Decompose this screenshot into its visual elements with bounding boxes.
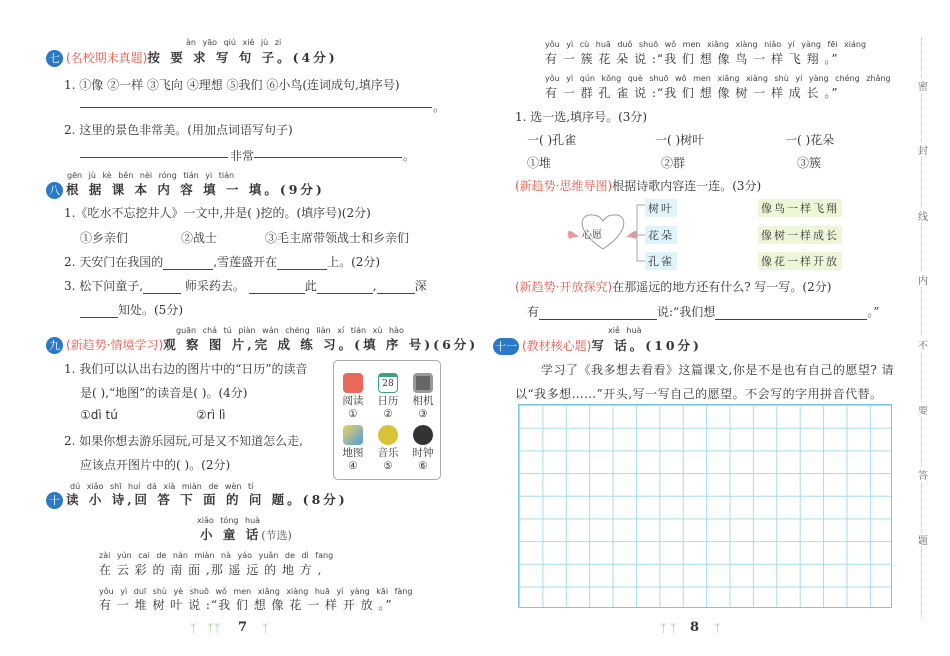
option: ①dì tú	[80, 408, 118, 422]
question: 1. ①像 ②一样 ③飞向 ④理想 ⑤我们 ⑥小鸟(连词成句,填序号)	[64, 78, 400, 92]
section-title: 按 要 求 写 句 子。(4分)	[147, 50, 338, 65]
app-clock: 时钟 ⑥	[406, 425, 440, 473]
pinyin: xiě huà	[608, 326, 642, 335]
pinyin: yǒu yì qún kǒng què shuō wǒ men xiǎng xiàng shù yí yàng chéng zhǎng	[545, 74, 891, 83]
section-10-heading	[46, 490, 348, 509]
seal-line	[921, 38, 922, 618]
match-left-item[interactable]: 树叶	[645, 199, 677, 217]
question: 有 说:“我们想 。”	[527, 305, 880, 319]
section-tag: (教材核心题)	[522, 339, 592, 353]
match-right-item[interactable]: 像树一样成长	[758, 226, 842, 244]
app-map: 地图 ④	[336, 425, 370, 473]
page-number: 8	[690, 620, 700, 635]
section-title: 读 小 诗,回 答 下 面 的 问 题。(8分)	[66, 492, 348, 507]
choice-item: 一( )树叶	[655, 133, 705, 147]
section-11-heading	[493, 336, 702, 355]
blank[interactable]	[249, 282, 305, 294]
pinyin: xiǎo tóng huà	[197, 516, 261, 525]
pinyin: yǒu yì duī shù yè shuō wǒ men xiǎng xiàng huā yí yàng kāi fàng	[99, 587, 413, 596]
camera-icon	[413, 373, 433, 393]
question: 3. 松下问童子, 师采药去。 此 , 深	[64, 279, 427, 293]
writing-grid[interactable]	[518, 404, 892, 608]
blank[interactable]	[317, 282, 373, 294]
blank[interactable]	[277, 258, 327, 270]
sprout-icon: ᛉ	[714, 622, 721, 635]
question: (新趋势·开放探究)在那遥远的地方还有什么? 写一写。(2分)	[515, 280, 832, 294]
section-7-heading	[46, 48, 338, 67]
app-music: 音乐 ⑤	[371, 425, 405, 473]
section-tag: (名校期末真题)	[66, 51, 148, 65]
poem-title: 小 童 话(节选)	[200, 527, 292, 542]
app-reading: 阅读 ①	[336, 373, 370, 421]
pinyin: gēn jù kè běn nèi róng tián yi tián	[67, 171, 235, 180]
option: ③毛主席带领战士和乡亲们	[265, 231, 410, 245]
blank[interactable]	[80, 306, 118, 318]
seal-text: 封	[918, 142, 928, 157]
question: 2. 天安门在我国的 ,雪莲盛开在 上。(2分)	[64, 255, 381, 269]
clock-icon	[413, 425, 433, 445]
question: 1. 我们可以认出右边的图片中的“日历”的读音	[64, 362, 308, 376]
pinyin: guān chá tú piàn wán chéng liàn xí tián xù hào	[176, 326, 404, 335]
blank[interactable]	[377, 282, 415, 294]
seal-text: 线	[918, 208, 928, 223]
seal-text: 不	[918, 337, 928, 352]
section-number: 九	[46, 337, 63, 354]
poem-line: 在 云 彩 的 南 面 ,那 遥 远 的 地 方 ,	[99, 563, 323, 577]
keyword: 非常	[230, 149, 255, 163]
section-number: 十一	[495, 340, 517, 353]
option: ①堆	[527, 156, 552, 170]
question: 应该点开图片中的( )。(2分)	[80, 458, 231, 472]
option: ②群	[661, 156, 686, 170]
pinyin: àn yāo qiú xiě jù zi	[186, 38, 282, 47]
blank[interactable]	[163, 258, 213, 270]
section-tag: (新趋势·情境学习)	[66, 338, 164, 352]
mind-map-connector	[565, 195, 645, 270]
section-8-heading	[46, 180, 325, 199]
blank[interactable]	[539, 308, 657, 320]
pinyin: dú xiǎo shī huí dá xià miàn de wèn tí	[70, 482, 254, 491]
sprout-icon: ᛉ ᛉ	[660, 622, 677, 635]
instruction: 学习了《我多想去看看》这篇课文,你是不是也有自己的愿望? 请	[541, 363, 895, 377]
phone-screen-image	[333, 360, 441, 480]
question: 2. 如果你想去游乐园玩,可是又不知道怎么走,	[64, 434, 303, 448]
choice-item: 一( )孔雀	[527, 133, 577, 147]
question: (新趋势·思维导图)根据诗歌内容连一连。(3分)	[515, 179, 762, 193]
question: 1. 选一选,填序号。(3分)	[515, 110, 648, 124]
match-right-item[interactable]: 像鸟一样飞翔	[758, 199, 842, 217]
question: 是( ),“地图”的读音是( )。(4分)	[80, 386, 248, 400]
seal-text: 答	[918, 467, 928, 482]
match-left-item[interactable]: 孔雀	[645, 252, 677, 270]
seal-text: 密	[918, 78, 928, 93]
section-title: 写 话。(10分)	[591, 338, 702, 353]
blank[interactable]	[143, 282, 181, 294]
poem-line: 有 一 簇 花 朵 说 :“我 们 想 像 鸟 一 样 飞 翔 。”	[545, 52, 839, 66]
answer-line[interactable]	[254, 157, 402, 158]
seal-text: 题	[918, 532, 928, 547]
question: 1.《吃水不忘挖井人》一文中,井是( )挖的。(填序号)(2分)	[64, 206, 371, 220]
answer-line[interactable]	[80, 157, 228, 158]
poem-line: 有 一 群 孔 雀 说 :“我 们 想 像 树 一 样 成 长 。”	[545, 86, 839, 100]
app-calendar: 28 日历 ②	[371, 373, 405, 421]
match-right-item[interactable]: 像花一样开放	[758, 252, 842, 270]
section-number: 七	[46, 50, 63, 67]
option: ①乡亲们	[80, 231, 129, 245]
music-icon	[378, 425, 398, 445]
match-left-item[interactable]: 花朵	[645, 226, 677, 244]
heart-label: 心愿	[582, 230, 602, 241]
section-title: 观 察 图 片,完 成 练 习。(填 序 号)(6分)	[163, 337, 479, 352]
book-icon	[343, 373, 363, 393]
question: 2. 这里的景色非常美。(用加点词语写句子)	[64, 123, 293, 137]
answer-line[interactable]	[80, 107, 432, 108]
poem-line: 有 一 堆 树 叶 说 :“我 们 想 像 花 一 样 开 放 。”	[99, 598, 393, 612]
page-number: 7	[238, 620, 248, 635]
instruction: 以“我多想……”开头,写一写自己的愿望。不会写的字用拼音代替。	[515, 387, 883, 401]
pinyin: zài yún cai de nán miàn nà yáo yuǎn de dì fang	[99, 551, 334, 560]
app-camera: 相机 ③	[406, 373, 440, 421]
section-9-heading	[46, 335, 478, 354]
map-icon	[343, 425, 363, 445]
choice-item: 一( )花朵	[785, 133, 835, 147]
option: ②rì lì	[196, 408, 226, 422]
section-number: 十	[46, 492, 63, 509]
sprout-icon: ᛉ	[262, 622, 269, 635]
question: 知处。(5分)	[80, 301, 183, 318]
section-title: 根 据 课 本 内 容 填 一 填。(9分)	[66, 182, 325, 197]
pinyin: yǒu yì cù huā duǒ shuō wǒ men xiǎng xiàng niǎo yí yàng fēi xiáng	[545, 40, 867, 49]
seal-text: 要	[918, 402, 928, 417]
option: ③簇	[797, 156, 822, 170]
option: ②战士	[181, 231, 218, 245]
blank[interactable]	[715, 308, 867, 320]
section-number: 八	[46, 182, 63, 199]
sprout-icon: ᛉ ᛉᛉ	[190, 622, 221, 635]
calendar-icon: 28	[378, 373, 398, 393]
seal-text: 内	[918, 272, 928, 287]
